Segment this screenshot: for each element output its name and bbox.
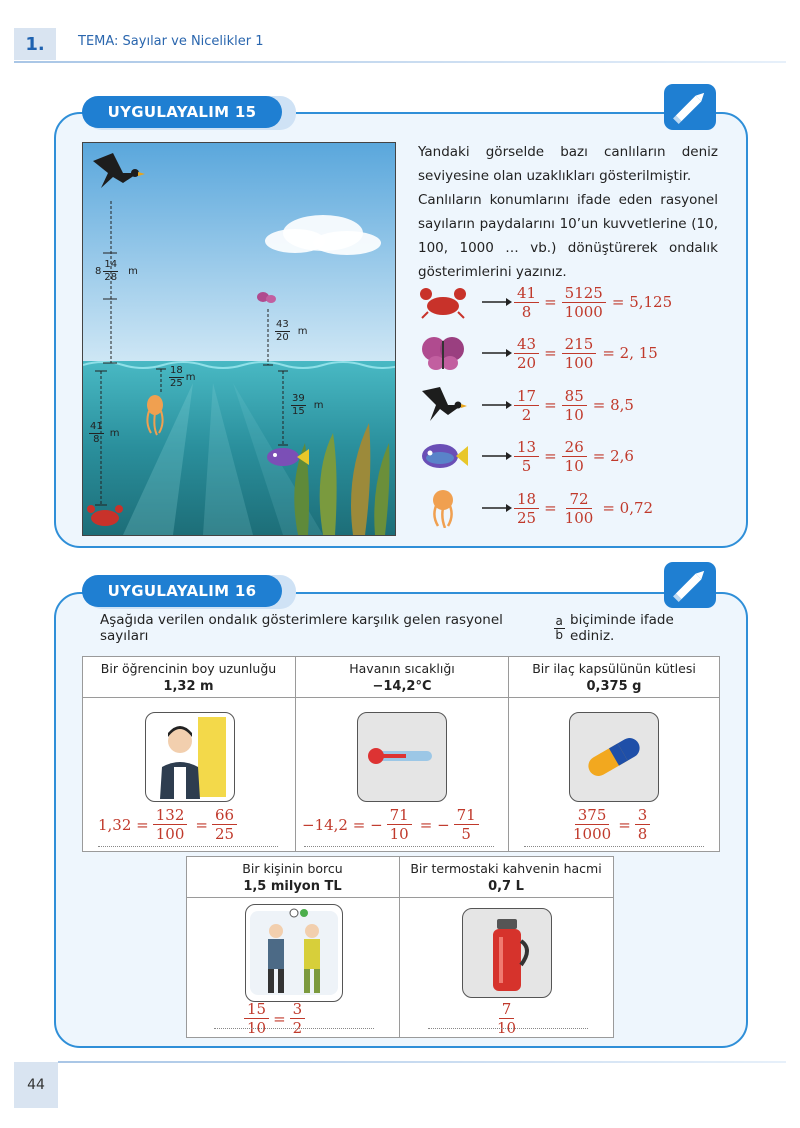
decimal-result: = 8,5 (592, 396, 634, 414)
decimal-result: = 2, 15 (602, 344, 658, 362)
cell-student-height-header: Bir öğrencinin boy uzunluğu 1,32 m (100, 661, 277, 694)
student-image (145, 712, 235, 802)
section-15-intro: Yandaki görselde bazı canlıların deniz seviyesine olan uzaklıkları gösterilmiştir. (418, 144, 718, 184)
pencil-icon (664, 562, 716, 608)
table-divider (82, 697, 720, 698)
fraction: $\frac{17}{2}$ (514, 387, 539, 424)
fish-icon (418, 436, 468, 476)
a-over-b: a b (555, 613, 564, 642)
fraction: $\frac{72}{100}$ (564, 489, 594, 527)
instruction-pre: Aşağıda verilen ondalık gösterimlere karşılık gelen rasyonel sayıları (100, 612, 503, 644)
answer-line (98, 846, 278, 847)
decimal-result: = 2,6 (592, 447, 634, 465)
fish-distance-label: 39 15 m (292, 393, 324, 417)
cell-thermos-volume-header: Bir termostaki kahvenin hacmi 0,7 L (410, 861, 602, 894)
fraction: $\frac{41}{8}$ (514, 284, 539, 321)
conversion-row: $\frac{18}{25}$ = $\frac{72}{100}$ = 0,72 (418, 488, 653, 528)
conversion-row: $\frac{17}{2}$ = $\frac{85}{10}$ = 8,5 (418, 385, 634, 425)
section-16-banner: UYGULAYALIM 16 (82, 575, 282, 607)
table-divider (186, 897, 614, 898)
instruction-post: biçiminde ifade ediniz. (570, 612, 674, 644)
answer-temperature: −14,2 = − $\frac{71}{10}$ = − $\frac{71}{5}$ (302, 806, 479, 843)
section-15-task: Canlıların konumlarını ifade eden rasyonel sayıların paydalarını 10’un kuvvetlerine (10, 100, 1000 … vb.) dönüştürerek ondalık gösterimlerini yazınız. (418, 192, 718, 280)
sea-scene-illustration (82, 142, 396, 536)
arrow-icon (482, 344, 512, 362)
fraction: $\frac{215}{100}$ (562, 335, 597, 372)
arrow-icon (482, 447, 512, 465)
answer-capsule-mass: $\frac{375}{1000}$ = $\frac{3}{8}$ (570, 806, 650, 843)
answer-debt: $\frac{15}{10}$ = $\frac{3}{2}$ (244, 1000, 305, 1037)
fraction: $\frac{43}{20}$ (514, 335, 539, 372)
answer-line (524, 846, 704, 847)
bird-distance-label: 8 14 28 m (95, 259, 138, 283)
butterfly-icon (418, 333, 468, 373)
bird-icon (418, 385, 468, 425)
answer-line (428, 1028, 588, 1029)
butterfly-distance-label: 43 20 m (276, 319, 308, 343)
jellyfish-icon (418, 488, 468, 528)
fraction: $\frac{5125}{1000}$ (562, 284, 606, 321)
header-rule (14, 61, 786, 63)
crab-icon (418, 282, 468, 322)
answer-thermos-volume: $\frac{7}{10}$ (497, 1000, 517, 1037)
cell-debt-header: Bir kişinin borcu 1,5 milyon TL (242, 861, 343, 894)
section-16-instruction (100, 612, 720, 644)
debt-handshake-image (245, 904, 343, 1002)
decimal-result: = 0,72 (602, 499, 654, 517)
conversion-row: $\frac{41}{8}$ = $\frac{5125}{1000}$ = 5,125 (418, 282, 672, 322)
fraction: $\frac{18}{25}$ (514, 490, 539, 527)
jellyfish-distance-label: 18 25 m (170, 365, 196, 389)
cell-temperature-header: Havanın sıcaklığı −14,2°C (349, 661, 455, 694)
pencil-icon (664, 84, 716, 130)
fraction: $\frac{85}{10}$ (562, 387, 587, 424)
answer-line (304, 846, 494, 847)
cell-capsule-mass-header: Bir ilaç kapsülünün kütlesi 0,375 g (532, 661, 696, 694)
arrow-icon (482, 293, 512, 311)
thermometer-image (357, 712, 447, 802)
decimal-result: = 5,125 (611, 293, 673, 311)
unit-number: 1. (14, 28, 56, 60)
answer-student-height: 1,32 = $\frac{132}{100}$ = $\frac{66}{25}$ (98, 806, 237, 843)
theme-title: TEMA: Sayılar ve Nicelikler 1 (78, 34, 264, 49)
page-number: 44 (14, 1062, 58, 1108)
crab-distance-label: 41 8 m (90, 421, 120, 445)
arrow-icon (482, 396, 512, 414)
conversion-row: $\frac{13}{5}$ = $\frac{26}{10}$ = 2,6 (418, 436, 634, 476)
fraction: $\frac{13}{5}$ (514, 438, 539, 475)
capsule-image (569, 712, 659, 802)
fraction: $\frac{26}{10}$ (562, 438, 587, 475)
conversion-row: $\frac{43}{20}$ = $\frac{215}{100}$ = 2, 15 (418, 333, 658, 373)
section-15-banner: UYGULAYALIM 15 (82, 96, 282, 128)
thermos-image (462, 908, 552, 998)
arrow-icon (482, 499, 512, 517)
footer-rule (58, 1061, 786, 1063)
answer-line (214, 1028, 374, 1029)
